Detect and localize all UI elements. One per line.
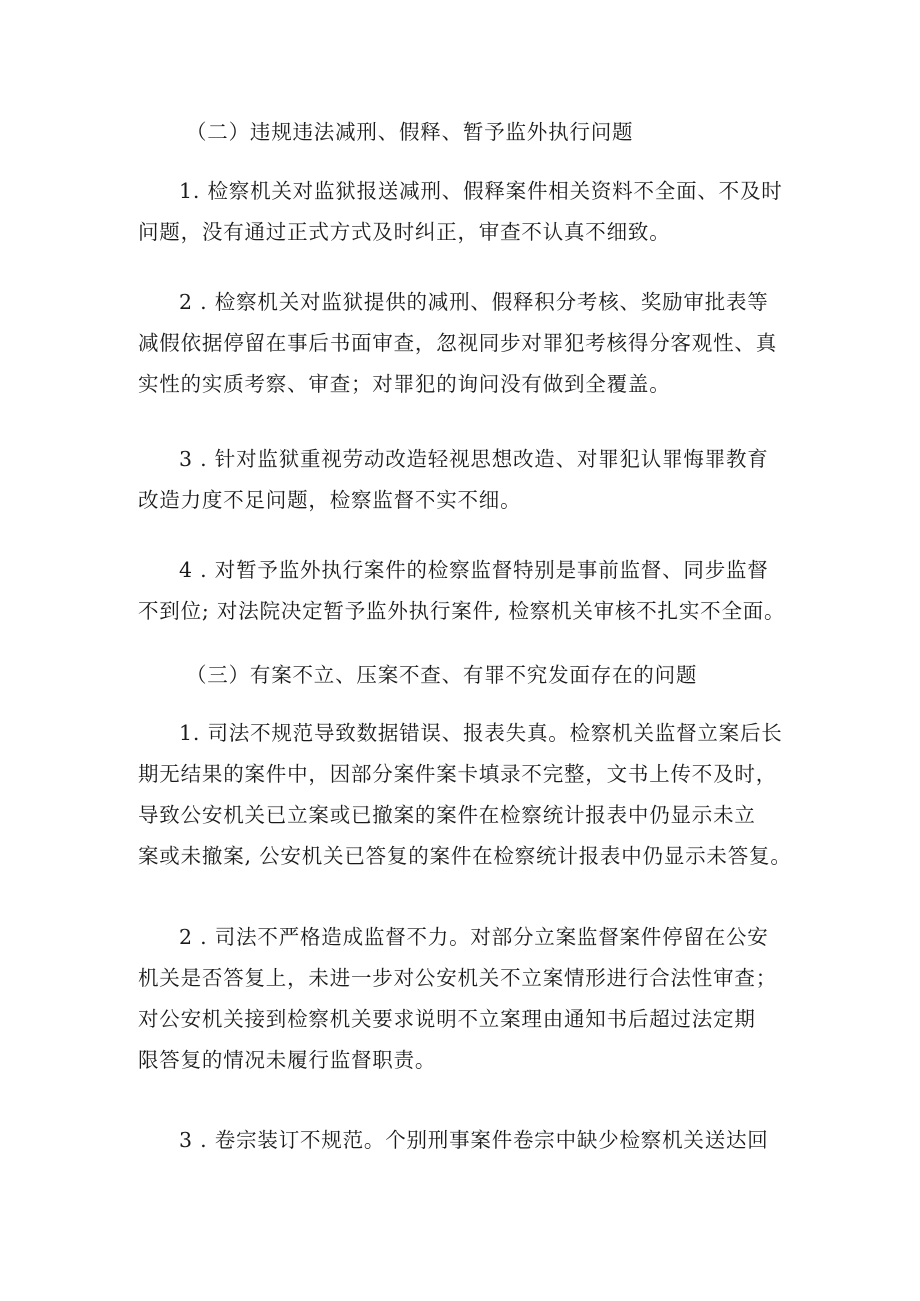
text-line: 导致公安机关已立案或已撤案的案件在检察统计报表中仍显示未立 xyxy=(138,803,756,827)
text-line: 1. 检察机关对监狱报送减刑、假释案件相关资料不全面、不及时 xyxy=(179,179,783,203)
text-line: 3 . 卷宗装订不规范。个别刑事案件卷宗中缺少检察机关送达回 xyxy=(179,1128,769,1152)
text-line: 机关是否答复上，未进一步对公安机关不立案情形进行合法性审查； xyxy=(138,966,777,990)
paragraph-2-2 xyxy=(138,282,788,405)
text-line: 实性的实质考察、审查；对罪犯的询问没有做到全覆盖。 xyxy=(138,372,671,396)
text-line: 不到位; 对法院决定暂予监外执行案件, 检察机关审核不扎实不全面。 xyxy=(138,599,786,623)
text-line: 减假依据停留在事后书面审查，忽视同步对罪犯考核得分客观性、真 xyxy=(138,331,777,355)
paragraph-3-2 xyxy=(138,917,788,1081)
text-line: 案或未撤案, 公安机关已答复的案件在检察统计报表中仍显示未答复。 xyxy=(138,844,792,868)
text-line: 3 . 针对监狱重视劳动改造轻视思想改造、对罪犯认罪悔罪教育 xyxy=(179,447,769,471)
text-line: 2 . 检察机关对监狱提供的减刑、假释积分考核、奖励审批表等 xyxy=(179,290,769,314)
text-line: 2 . 司法不严格造成监督不力。对部分立案监督案件停留在公安 xyxy=(179,925,769,949)
text-line: 对公安机关接到检察机关要求说明不立案理由通知书后超过法定期 xyxy=(138,1007,756,1031)
text-line: 1. 司法不规范导致数据错误、报表失真。检察机关监督立案后长 xyxy=(179,721,783,745)
text-line: 4 . 对暂予监外执行案件的检察监督特别是事前监督、同步监督 xyxy=(179,558,769,582)
section-heading-3: （三）有案不立、压案不查、有罪不究发面存在的问题 xyxy=(186,663,698,687)
text-line: 期无结果的案件中，因部分案件案卡填录不完整，文书上传不及时， xyxy=(138,762,777,786)
paragraph-2-4 xyxy=(138,550,788,632)
section-heading-2: （二）违规违法减刑、假释、暂予监外执行问题 xyxy=(186,120,634,144)
paragraph-3-1 xyxy=(138,713,792,877)
text-line: 问题，没有通过正式方式及时纠正，审查不认真不细致。 xyxy=(138,220,671,244)
text-line: 限答复的情况未履行监督职责。 xyxy=(138,1048,437,1072)
paragraph-3-3 xyxy=(138,1120,788,1161)
text-line: 改造力度不足问题，检察监督不实不细。 xyxy=(138,488,522,512)
paragraph-2-1 xyxy=(138,171,788,253)
paragraph-2-3 xyxy=(138,439,788,521)
